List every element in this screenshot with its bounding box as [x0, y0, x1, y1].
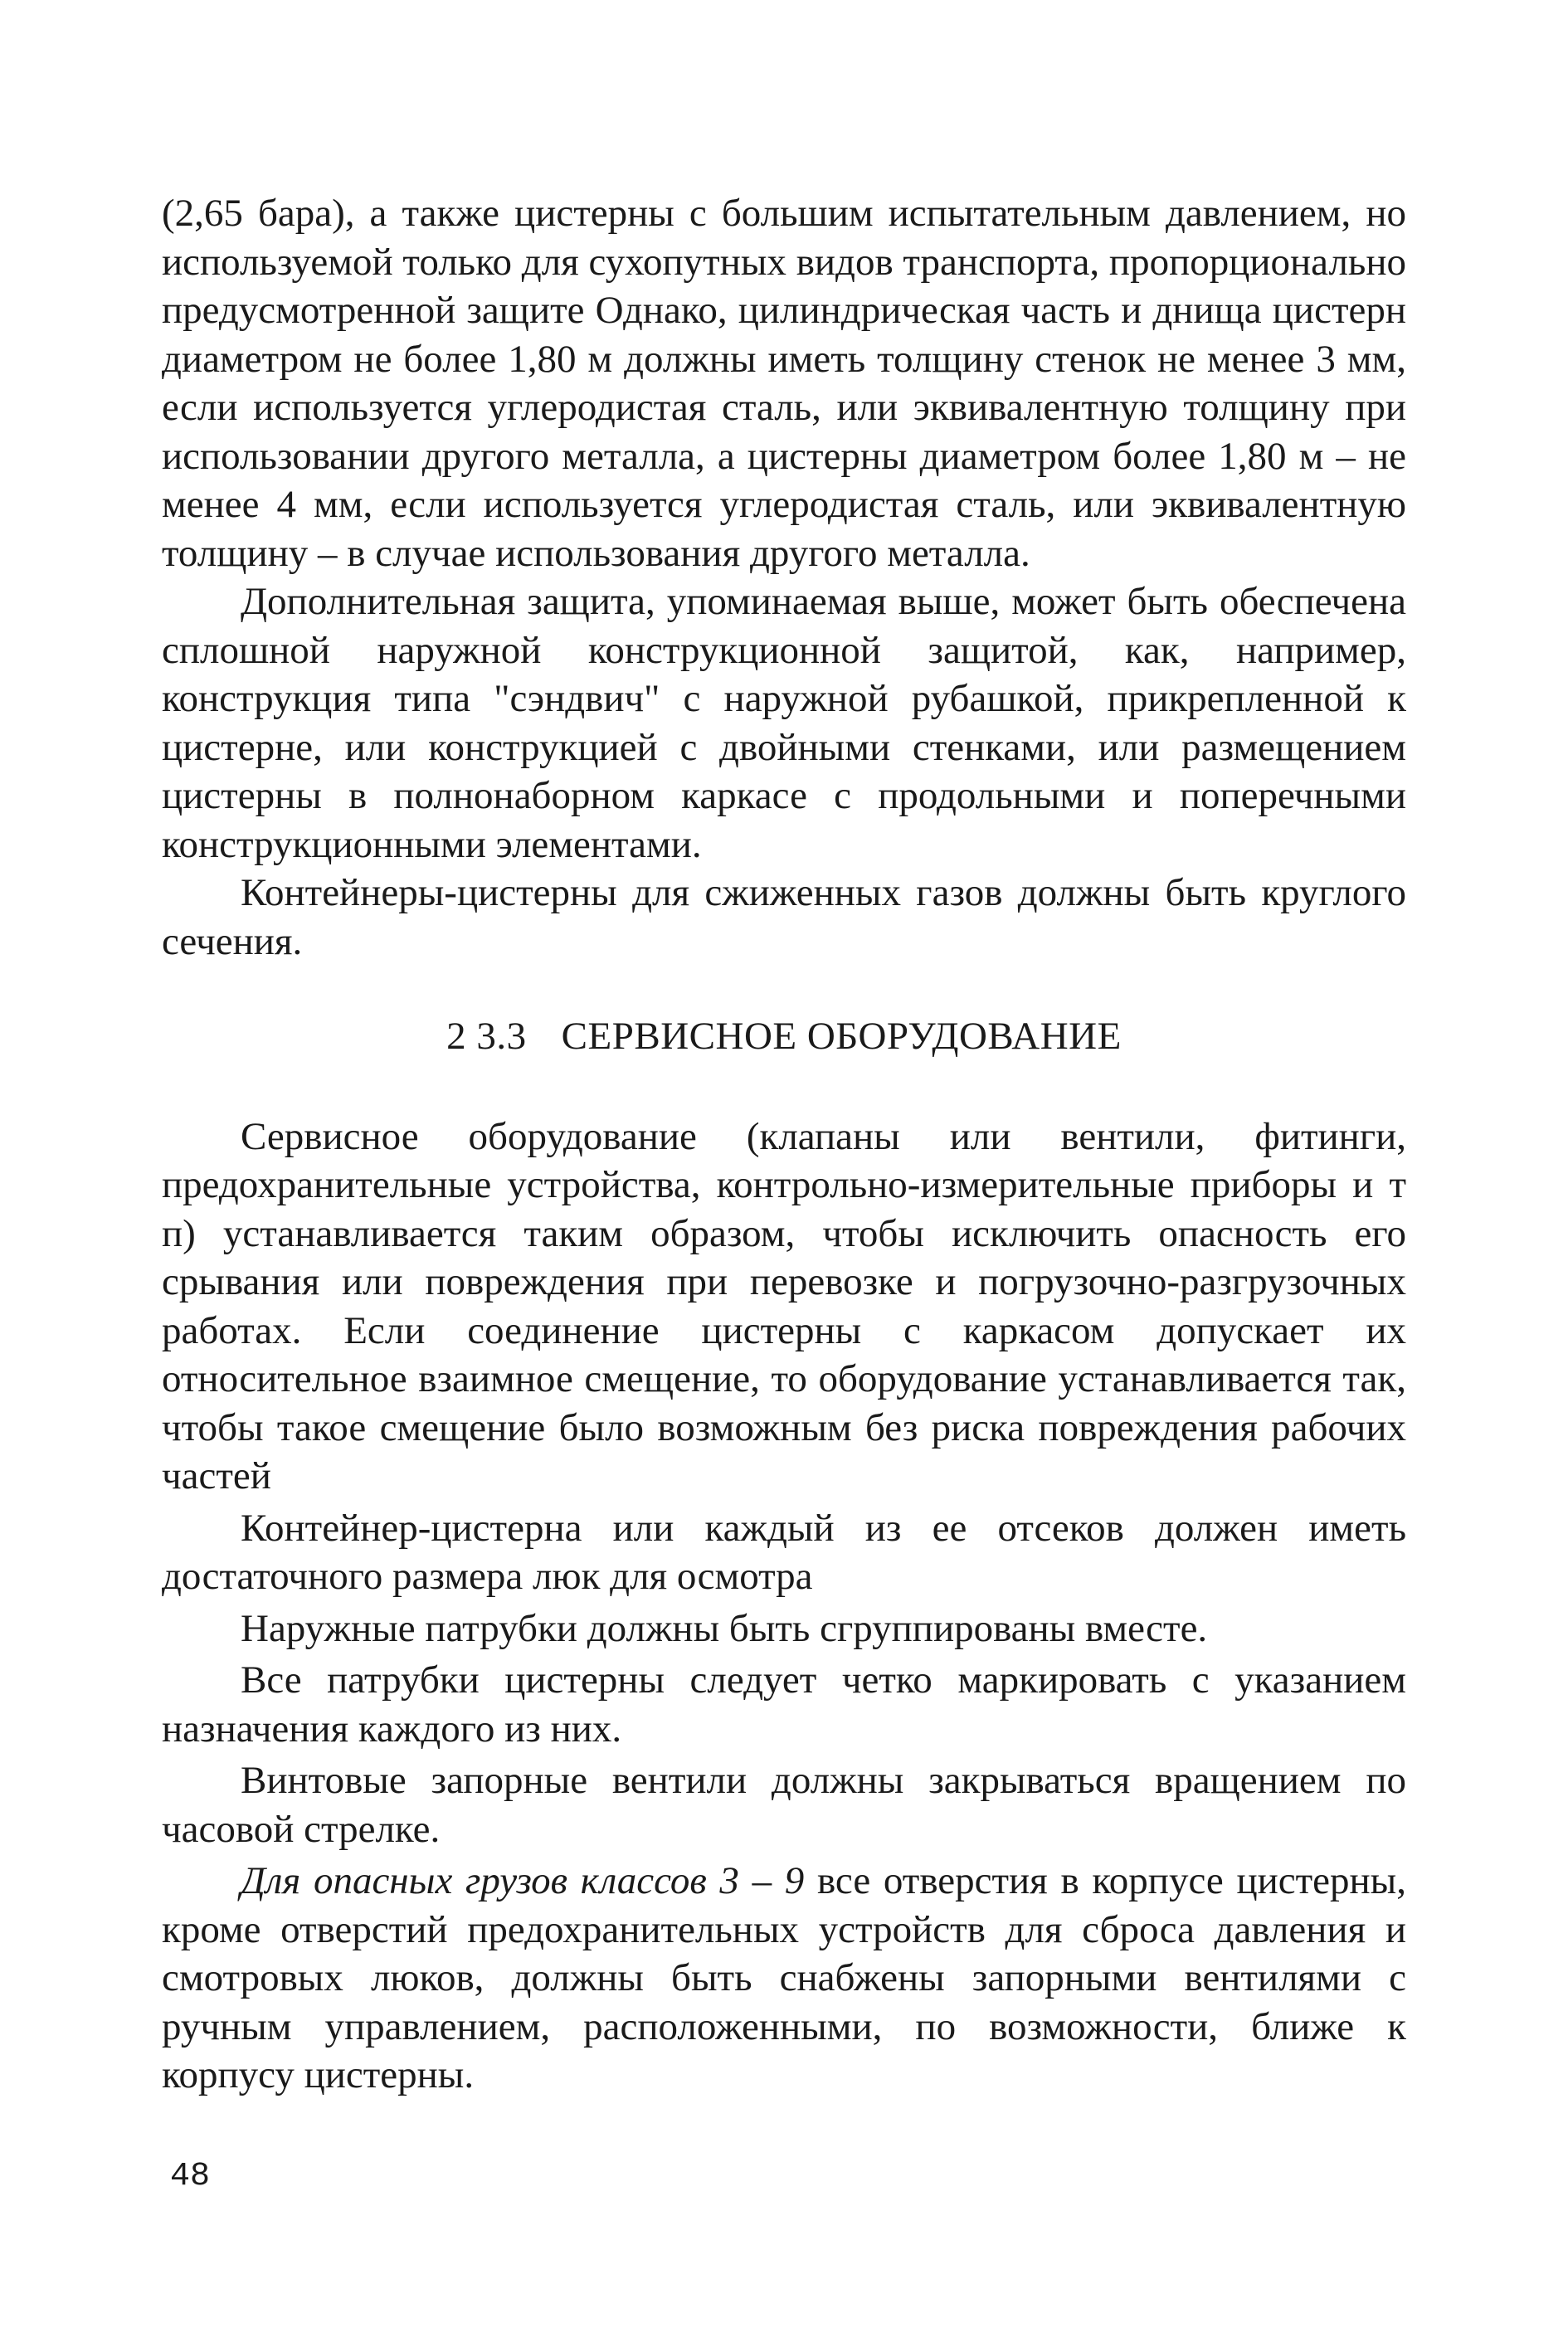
section-heading: [162, 1012, 1406, 1061]
section-title: СЕРВИСНОЕ ОБОРУДОВАНИЕ: [561, 1015, 1122, 1058]
page-body: [162, 189, 1406, 2100]
paragraph-inspection-hatch: Контейнер-цистерна или каждый из ее отсеков должен иметь достаточного размера люк для осмотра: [162, 1506, 1406, 1598]
paragraph-rest: все отверстия в корпусе цистерны, кроме отверстий предохранительных устройств для сброса давления и смотровых люков, должны быть снабжены запорными вентилями с ручным управлением, расположенными, по возможности, ближе к корпусу цистерны.: [162, 1859, 1406, 2096]
italic-lead: Для опасных грузов классов 3 – 9: [241, 1859, 805, 1902]
paragraph-additional-protection: Дополнительная защита, упоминаемая выше, может быть обеспечена сплошной наружной конструкционной защитой, как, например, конструкция типа "сэндвич" с наружной рубашкой, прикрепленной к цистерне, или конструкцией с двойными стенками, или размещением цистерны в полнонаборном каркасе с продольными и поперечными конструкционными элементами.: [162, 580, 1406, 866]
paragraph-valve-rotation: Винтовые запорные вентили должны закрываться вращением по часовой стрелке.: [162, 1759, 1406, 1851]
paragraph-dangerous-goods: [162, 1857, 1406, 2100]
paragraph-external-pipes: Наружные патрубки должны быть сгруппированы вместе.: [241, 1606, 1208, 1650]
paragraph-pipe-marking: Все патрубки цистерны следует четко маркировать с указанием назначения каждого из них.: [162, 1658, 1406, 1751]
paragraph-service-equipment: Сервисное оборудование (клапаны или вентили, фитинги, предохранительные устройства, контрольно-измерительные приборы и т п) устанавливается таким образом, чтобы исключить опасность его срывания или повреждения при перевозке и погрузочно-разгрузочных работах. Если соединение цистерны с каркасом допускает их относительное взаимное смещение, то оборудование устанавливается так, чтобы такое смещение было возможным без риска повреждения рабочих частей: [162, 1114, 1406, 1497]
paragraph-liquefied-gas-containers: Контейнеры-цистерны для сжиженных газов должны быть круглого сечения.: [162, 871, 1406, 963]
section-number: 2 3.3: [446, 1015, 527, 1058]
paragraph-continuation: (2,65 бара), а также цистерны с большим испытательным давлением, но используемой только для сухопутных видов транспорта, пропорционально предусмотренной защите Однако, цилиндрическая часть и днища цистерн диаметром не более 1,80 м должны иметь толщину стенок не менее 3 мм, если используется углеродистая сталь, или эквивалентную толщину при использовании другого металла, а цистерны диаметром более 1,80 м – не менее 4 мм, если используется углеродистая сталь, или эквивалентную толщину – в случае использования другого металла.: [162, 192, 1406, 575]
page-number: 48: [170, 2158, 211, 2195]
